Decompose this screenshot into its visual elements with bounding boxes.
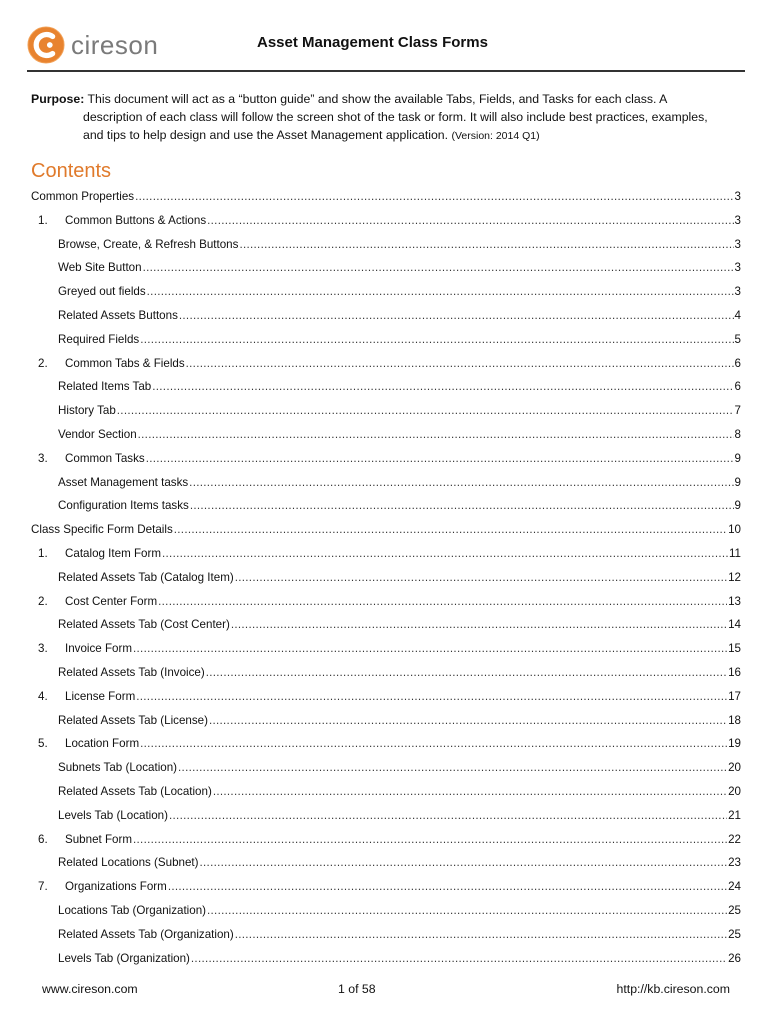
toc-entry-label xyxy=(58,809,168,822)
toc-entry-text: Levels Tab (Location) xyxy=(58,808,168,822)
toc-entry-text: Related Assets Tab (Organization) xyxy=(58,927,234,941)
purpose-line-1: This document will act as a “button guide” and show the available Tabs, Fields, and Tasks for each class. A xyxy=(87,92,668,106)
toc-leader-dots xyxy=(235,571,727,584)
toc-entry-label xyxy=(58,309,178,322)
toc-entry-page: 7 xyxy=(734,404,741,418)
toc-entry-page: 11 xyxy=(728,546,741,560)
toc-entry-text: Location Form xyxy=(65,737,140,751)
toc-leader-dots xyxy=(117,404,734,417)
toc-entry-text: Related Items Tab xyxy=(58,380,152,394)
toc-entry-page: 13 xyxy=(728,594,741,608)
version-note: (Version: 2014 Q1) xyxy=(451,130,540,142)
toc-leader-dots xyxy=(133,833,727,846)
toc-entry-text: Common Tabs & Fields xyxy=(65,356,185,370)
toc-entry-page: 3 xyxy=(734,237,741,251)
toc-leader-dots xyxy=(135,190,733,203)
toc-leader-dots xyxy=(213,785,727,798)
toc-entry-page: 14 xyxy=(728,618,741,632)
toc-entry-label xyxy=(58,856,199,869)
toc-entry-label xyxy=(58,404,116,417)
footer-kb-link: http://kb.cireson.com xyxy=(616,982,730,996)
toc-entry-page: 17 xyxy=(728,689,741,703)
purpose-line-3: and tips to help design and use the Asset Management application. xyxy=(83,128,449,142)
toc-entry[interactable] xyxy=(31,380,741,404)
toc-leader-dots xyxy=(147,285,734,298)
toc-entry-text: Common Tasks xyxy=(65,451,145,465)
toc-entry-label xyxy=(58,761,177,774)
cireson-logo-icon xyxy=(27,26,65,64)
toc-entry[interactable] xyxy=(31,904,741,928)
toc-leader-dots xyxy=(239,238,733,251)
toc-entry-text: Required Fields xyxy=(58,332,140,346)
toc-entry-text: Locations Tab (Organization) xyxy=(58,903,207,917)
toc-entry-number: 1. xyxy=(38,546,48,560)
toc-entry-label xyxy=(58,285,146,298)
purpose-line-2: description of each class will follow the screen shot of the task or form. It will also include best practices, examples, xyxy=(83,110,708,124)
toc-entry[interactable] xyxy=(31,952,741,976)
toc-entry-text: Related Assets Tab (Invoice) xyxy=(58,665,205,679)
toc-entry-label xyxy=(58,571,234,584)
toc-entry-text: Related Assets Buttons xyxy=(58,308,178,322)
toc-leader-dots xyxy=(169,809,727,822)
toc-entry-text: Subnet Form xyxy=(65,832,133,846)
toc-entry-label xyxy=(31,547,161,560)
toc-entry[interactable] xyxy=(31,785,741,809)
toc-leader-dots xyxy=(206,666,727,679)
toc-entry-page: 6 xyxy=(734,380,741,394)
toc-entry-page: 21 xyxy=(728,808,741,822)
toc-leader-dots xyxy=(162,547,728,560)
toc-entry[interactable] xyxy=(31,571,741,595)
toc-entry[interactable] xyxy=(31,404,741,428)
toc-entry[interactable] xyxy=(31,499,741,523)
toc-entry-text: Greyed out fields xyxy=(58,285,146,299)
toc-entry[interactable] xyxy=(31,523,741,547)
toc-entry[interactable] xyxy=(31,309,741,333)
page-header xyxy=(27,24,745,72)
toc-entry[interactable] xyxy=(31,452,741,476)
toc-entry-label xyxy=(31,737,139,750)
toc-entry-text: Levels Tab (Organization) xyxy=(58,951,190,965)
toc-entry[interactable] xyxy=(31,547,741,571)
footer-page-number: 1 of 58 xyxy=(338,982,376,996)
toc-entry-page: 24 xyxy=(728,880,741,894)
toc-leader-dots xyxy=(174,523,727,536)
toc-entry[interactable] xyxy=(31,428,741,452)
toc-entry-label xyxy=(31,833,132,846)
toc-entry-page: 5 xyxy=(734,332,741,346)
toc-leader-dots xyxy=(207,214,733,227)
purpose-label: Purpose: xyxy=(31,92,85,106)
toc-entry[interactable] xyxy=(31,333,741,357)
toc-entry-page: 3 xyxy=(734,285,741,299)
toc-entry[interactable] xyxy=(31,761,741,785)
toc-entry-text: License Form xyxy=(65,689,136,703)
toc-entry-label xyxy=(31,690,135,703)
toc-entry-text: Asset Management tasks xyxy=(58,475,189,489)
toc-leader-dots xyxy=(231,618,727,631)
toc-entry-text: Related Assets Tab (Location) xyxy=(58,784,212,798)
toc-entry-label xyxy=(58,499,189,512)
toc-entry-text: Subnets Tab (Location) xyxy=(58,761,178,775)
toc-entry-page: 9 xyxy=(734,475,741,489)
toc-entry-label xyxy=(58,476,188,489)
toc-leader-dots xyxy=(200,856,728,869)
toc-entry-number: 2. xyxy=(38,356,48,370)
toc-leader-dots xyxy=(186,357,734,370)
toc-entry-label xyxy=(58,714,208,727)
toc-entry-number: 3. xyxy=(38,451,48,465)
toc-entry[interactable] xyxy=(31,714,741,738)
toc-entry-number: 1. xyxy=(38,213,48,227)
document-title: Asset Management Class Forms xyxy=(257,34,488,51)
toc-entry-page: 9 xyxy=(734,499,741,513)
toc-entry-page: 4 xyxy=(734,308,741,322)
toc-entry-text: Organizations Form xyxy=(65,880,167,894)
toc-entry-text: Web Site Button xyxy=(58,261,142,275)
toc-leader-dots xyxy=(207,904,727,917)
toc-entry-page: 6 xyxy=(734,356,741,370)
toc-entry-page: 20 xyxy=(728,784,741,798)
toc-leader-dots xyxy=(146,452,734,465)
toc-entry-number: 2. xyxy=(38,594,48,608)
toc-entry-page: 12 xyxy=(728,570,741,584)
table-of-contents xyxy=(31,190,741,975)
toc-entry[interactable] xyxy=(31,856,741,880)
toc-entry[interactable] xyxy=(31,880,741,904)
toc-entry-label xyxy=(58,333,139,346)
toc-entry-number: 6. xyxy=(38,832,48,846)
toc-leader-dots xyxy=(152,380,733,393)
toc-entry-text: Related Assets Tab (Cost Center) xyxy=(58,618,230,632)
toc-entry-page: 26 xyxy=(728,951,741,965)
toc-entry-text: Common Buttons & Actions xyxy=(65,213,207,227)
toc-entry-page: 16 xyxy=(728,665,741,679)
toc-entry-label xyxy=(31,214,206,227)
toc-entry[interactable] xyxy=(31,190,741,214)
purpose-paragraph xyxy=(31,90,741,145)
toc-entry-page: 19 xyxy=(728,737,741,751)
toc-leader-dots xyxy=(158,595,727,608)
toc-entry[interactable] xyxy=(31,261,741,285)
toc-entry[interactable] xyxy=(31,357,741,381)
toc-entry-number: 4. xyxy=(38,689,48,703)
toc-entry-text: Related Assets Tab (License) xyxy=(58,713,208,727)
toc-leader-dots xyxy=(178,761,727,774)
toc-entry-label xyxy=(58,261,142,274)
toc-entry-page: 22 xyxy=(728,832,741,846)
toc-entry-text: Class Specific Form Details xyxy=(31,523,173,537)
toc-leader-dots xyxy=(190,499,734,512)
toc-entry-page: 8 xyxy=(734,427,741,441)
toc-entry[interactable] xyxy=(31,833,741,857)
contents-heading: Contents xyxy=(31,160,112,182)
toc-leader-dots xyxy=(179,309,734,322)
cireson-logo xyxy=(27,26,158,64)
page-footer xyxy=(42,982,730,996)
toc-entry-label xyxy=(58,952,190,965)
toc-entry-page: 15 xyxy=(728,642,741,656)
toc-leader-dots xyxy=(143,261,734,274)
toc-entry[interactable] xyxy=(31,690,741,714)
toc-entry-text: Browse, Create, & Refresh Buttons xyxy=(58,237,239,251)
toc-entry-label xyxy=(58,238,238,251)
toc-entry-label xyxy=(58,618,230,631)
toc-entry[interactable] xyxy=(31,214,741,238)
toc-entry-text: Vendor Section xyxy=(58,427,137,441)
toc-entry-label xyxy=(31,357,185,370)
toc-leader-dots xyxy=(133,642,727,655)
toc-entry[interactable] xyxy=(31,476,741,500)
toc-entry[interactable] xyxy=(31,666,741,690)
toc-entry-label xyxy=(58,928,234,941)
toc-entry-number: 3. xyxy=(38,642,48,656)
toc-entry-page: 23 xyxy=(728,856,741,870)
header-divider xyxy=(27,70,745,72)
toc-entry-text: Configuration Items tasks xyxy=(58,499,189,513)
toc-entry-text: Catalog Item Form xyxy=(65,546,161,560)
toc-entry[interactable] xyxy=(31,737,741,761)
toc-leader-dots xyxy=(191,952,727,965)
toc-leader-dots xyxy=(136,690,727,703)
toc-entry-label xyxy=(31,595,157,608)
toc-entry-label xyxy=(31,452,145,465)
toc-entry-page: 10 xyxy=(728,523,741,537)
toc-entry[interactable] xyxy=(31,238,741,262)
toc-entry-label xyxy=(31,880,167,893)
toc-leader-dots xyxy=(168,880,727,893)
toc-entry[interactable] xyxy=(31,928,741,952)
toc-entry-label xyxy=(58,904,206,917)
footer-website: www.cireson.com xyxy=(42,982,138,996)
logo-text: cireson xyxy=(71,29,159,60)
toc-entry[interactable] xyxy=(31,642,741,666)
toc-entry-number: 5. xyxy=(38,737,48,751)
toc-entry-label xyxy=(58,380,151,393)
toc-entry-text: Invoice Form xyxy=(65,642,133,656)
toc-leader-dots xyxy=(189,476,733,489)
toc-entry-text: Related Assets Tab (Catalog Item) xyxy=(58,570,234,584)
toc-entry-text: Cost Center Form xyxy=(65,594,158,608)
toc-entry-label xyxy=(58,785,212,798)
toc-leader-dots xyxy=(138,428,734,441)
toc-entry-text: History Tab xyxy=(58,404,116,418)
toc-entry-text: Common Properties xyxy=(31,190,135,203)
toc-entry[interactable] xyxy=(31,285,741,309)
toc-entry-page: 9 xyxy=(734,451,741,465)
toc-entry[interactable] xyxy=(31,595,741,619)
toc-entry-page: 25 xyxy=(728,903,741,917)
toc-entry-page: 20 xyxy=(728,761,741,775)
toc-entry-page: 18 xyxy=(728,713,741,727)
toc-entry-label xyxy=(58,428,137,441)
toc-entry-page: 3 xyxy=(734,261,741,275)
toc-entry-page: 3 xyxy=(734,213,741,227)
toc-entry-number: 7. xyxy=(38,880,48,894)
toc-entry-page: 25 xyxy=(728,927,741,941)
toc-entry-label xyxy=(31,523,173,536)
toc-leader-dots xyxy=(209,714,727,727)
toc-leader-dots xyxy=(235,928,727,941)
toc-entry-text: Related Locations (Subnet) xyxy=(58,856,199,870)
toc-entry-label xyxy=(31,190,134,203)
toc-entry[interactable] xyxy=(31,809,741,833)
toc-entry-label xyxy=(31,642,132,655)
toc-entry[interactable] xyxy=(31,618,741,642)
toc-leader-dots xyxy=(140,737,727,750)
toc-leader-dots xyxy=(140,333,733,346)
toc-entry-page: 3 xyxy=(734,190,741,203)
toc-entry-label xyxy=(58,666,205,679)
